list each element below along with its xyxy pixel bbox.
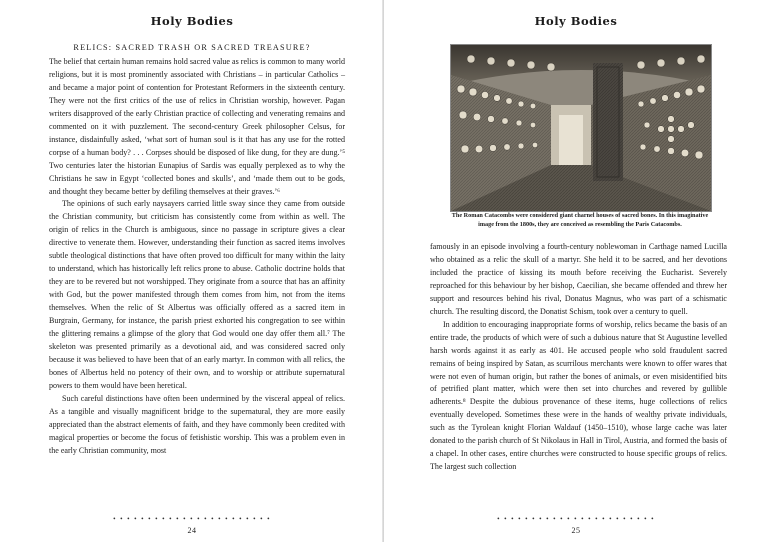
catacomb-illustration (450, 44, 712, 212)
right-paragraph-1: famously in an episode involving a fourth-century noblewoman in Carthage named Lucilla who obtained as a relic the skull of a martyr. She held it to be sacred, and her devotions included the practice of kissing its mouth before receiving the Eucharist. Severely reproached for this behaviour by her bishop, Caecilian, she became offended and threw her support and resources behind his rival, Donatus Magnus, who was part of a schismatic church. The resulting discord, the Donatist Schism, took over a century to quell. (430, 242, 727, 316)
section-title: RELICS: SACRED TRASH OR SACRED TREASURE? (73, 43, 311, 52)
catacomb-engraving (451, 45, 711, 211)
left-paragraph-1: The belief that certain human remains hold sacred value as relics is common to many world religions, but it is most prominently associated with Christians – in particular Catholics – and became a major point of contention for Protestant Reformers in the sixteenth century. They were not the first critics of the use of relics in Christian worship, however. Pagan writers disapproved of the early Christian practice of collecting and venerating remains and commented on it with puzzlement. The second-century Greek philosopher Celsus, for instance, disdainfully asked, ‘what sort of human soul is it that has any use for the rotted corpse of a human body? . . . Corpses should be disposed of like dung, for they are dung.’⁵ Two centuries later the historian Eunapius of Sardis was equally perplexed as to why the Christians he saw in Egypt ‘collected bones and skulls’, and ‘made them out to be gods, and thought they became better by defiling themselves at their graves.’⁶ (49, 57, 345, 196)
left-text-block (49, 56, 345, 458)
right-page (384, 0, 768, 542)
running-head-right: Holy Bodies (534, 14, 618, 28)
right-paragraph-2: In addition to encouraging inappropriate forms of worship, relics became the basis of an entire trade, the products of which were of such a dubious nature that St Augustine levelled harsh words against it as early as 401. He accused people who sold fraudulent sacred remains of being inspired by Satan, as scurrilous merchants were known to offer wares that were not even of human origin, but rather the bones of animals, or even misidentified bits of petrified plant matter, which were then set into churches and revered by gullible adherents.⁸ Despite the dubious provenance of these items, huge collections of relics eventually developed. Sometimes these were in the hands of wealthy private individuals, such as the Tyrolean knight Florian Waldauf (1450–1510), whose large cache was later donated to the parish church of St Nikolaus in Hall in Tirol, Austria, and formed the basis of a chapel. In other cases, entire churches were constructed to house specific groups of relics. The largest such collection (430, 319, 727, 472)
left-paragraph-3: Such careful distinctions have often been undermined by the visceral appeal of relics. As a tangible and visually magnificent bridge to the supernatural, they are more easily appreciated than the abstract elements of faith, and they have commonly been credited with magical properties or become the focus of fetishistic worship. This was a problem even in the early Christian community, most (49, 393, 345, 455)
running-head-left: Holy Bodies (150, 14, 234, 28)
illustration-caption: The Roman Catacombs were considered giant charnel houses of sacred bones. In this imaginative image from the 1800s, they are conceived as resembling the Paris Catacombs. (451, 212, 709, 228)
ornament-dots-right: • • • • • • • • • • • • • • • • • • • • • • • (497, 515, 655, 523)
page-number-left: 24 (187, 526, 197, 535)
right-text-block (430, 241, 727, 474)
left-paragraph-2: The opinions of such early naysayers carried little sway since they came from outside the Christian community, but criticism has consistently come from within as well. The origin of relics in the Church is ambiguous, since no passage in scripture gives a clear directive to venerate them. However, understanding their function as sacred items involves subtle theological distinctions that have often proved too difficult for many within the laity to understand, which has historically left relics prone to abuse. Catholic doctrine holds that they are to be revered but not worshipped. They originate from a source that has an affinity with God, but the power manifested through them comes from him, not from the items themselves. When the relic of St Albertus was officially offered as a sacred item in Burgrain, Germany, for instance, the parish priest exhorted his congregation to see within the glittering remains a glimpse of the glory that God would one day offer them all.⁷ The skeleton was presented primarily as a devotional aid, and was considered sacred only because it was believed to have been that of an early martyr. In common with all relics, the bones of Albertus held no potency of their own, and to worship or attribute supernatural powers to them would have been heretical. (49, 199, 345, 390)
ornament-dots-left: • • • • • • • • • • • • • • • • • • • • • • • (113, 515, 271, 523)
page-number-right: 25 (571, 526, 581, 535)
